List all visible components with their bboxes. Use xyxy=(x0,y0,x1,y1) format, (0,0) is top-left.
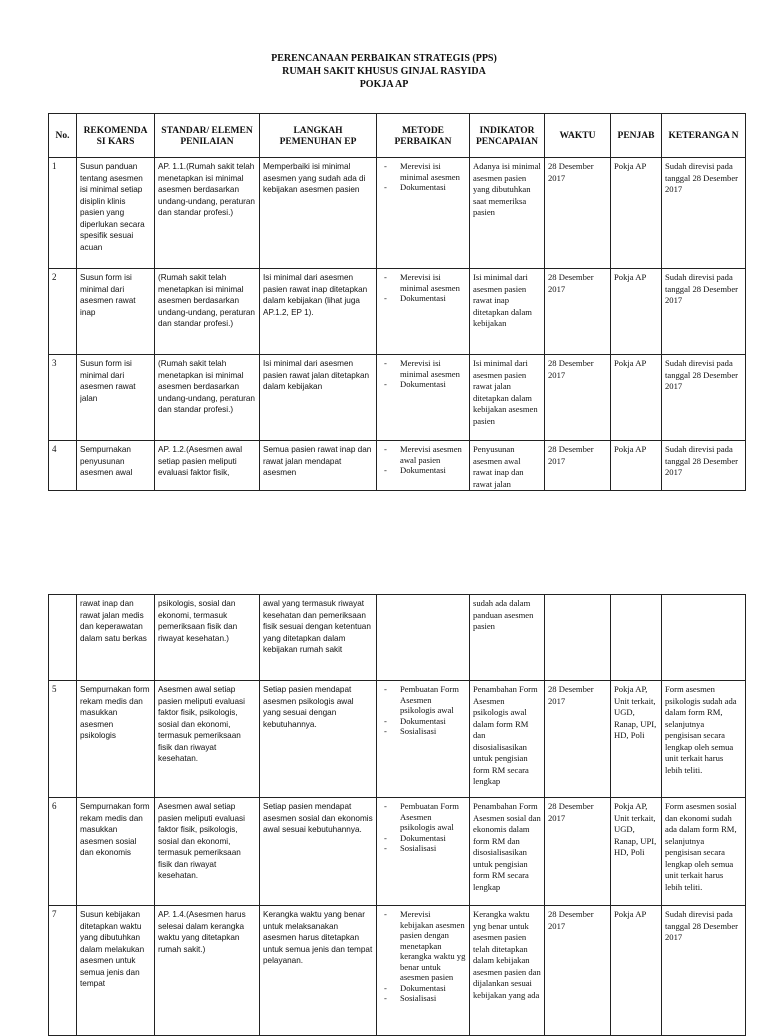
penjab-cell xyxy=(611,906,662,1036)
langkah-cell xyxy=(260,355,377,441)
page-title xyxy=(0,52,768,91)
penjab-text: Pokja AP, Unit terkait, UGD, Ranap, UPI, HD, Poli xyxy=(614,801,657,857)
metode-item: - Dokumentasi xyxy=(380,465,466,476)
rekomendasi-text: Susun form isi minimal dari asesmen rawat inap xyxy=(80,273,136,317)
title-line-3: POKJA AP xyxy=(359,79,409,90)
metode-item: - Sosialisasi xyxy=(380,726,466,737)
langkah-text: Semua pasien rawat inap dan rawat jalan mendapat asesmen xyxy=(263,445,372,477)
waktu-cell xyxy=(545,906,611,1036)
indikator-text: Kerangka waktu yng benar untuk asesmen pasien telah ditetapkan dalam kebijakan asesmen pasien dan dijalankan sesuai kebijakan yang ada xyxy=(473,909,541,1000)
row-number: 2 xyxy=(52,272,57,282)
metode-item: - Pembuatan Form Asesmen psikologis awal xyxy=(380,801,466,833)
table-row xyxy=(49,906,746,1036)
keterangan-text: Form asesmen sosial dan ekonomi sudah ada dalam form RM, selanjutnya pengisisan secara lengkap oleh semua unit terkait harus lebih teliti. xyxy=(665,801,737,892)
penjab-text: Pokja AP xyxy=(614,358,647,368)
rekomendasi-cell xyxy=(77,681,155,798)
waktu-text: 28 Desember 2017 xyxy=(548,909,594,931)
row-number: 3 xyxy=(52,358,57,368)
waktu-text: 28 Desember 2017 xyxy=(548,358,594,380)
keterangan-cell xyxy=(662,158,746,269)
indikator-cell xyxy=(470,798,545,906)
metode-cell xyxy=(377,595,470,681)
keterangan-text: Sudah direvisi pada tanggal 28 Desember 2017 xyxy=(665,272,739,305)
metode-list xyxy=(380,909,466,1004)
metode-item: - Dokumentasi xyxy=(380,182,466,193)
metode-list xyxy=(380,684,466,737)
standar-cell xyxy=(155,269,260,355)
rekomendasi-cell xyxy=(77,595,155,681)
standar-cell xyxy=(155,906,260,1036)
metode-cell xyxy=(377,355,470,441)
table-row xyxy=(49,681,746,798)
table-row xyxy=(49,798,746,906)
header-rekomendasi: REKOMENDA SI KARS xyxy=(77,114,155,158)
penjab-text: Pokja AP xyxy=(614,444,647,454)
waktu-cell xyxy=(545,158,611,269)
langkah-cell xyxy=(260,269,377,355)
indikator-text: Penambahan Form Asesmen psikologis awal dalam form RM dan disosialisasikan untuk pengisian form RM secara lengkap xyxy=(473,684,538,786)
rekomendasi-cell xyxy=(77,158,155,269)
metode-list xyxy=(380,444,466,476)
table-row xyxy=(49,158,746,269)
header-standar: STANDAR/ ELEMEN PENILAIAN xyxy=(155,114,260,158)
table-row xyxy=(49,595,746,681)
penjab-cell xyxy=(611,269,662,355)
standar-text: psikologis, sosial dan ekonomi, termasuk pemeriksaan fisik dan riwayat kesehatan.) xyxy=(158,599,238,643)
table-row xyxy=(49,269,746,355)
penjab-cell xyxy=(611,798,662,906)
header-metode: METODE PERBAIKAN xyxy=(377,114,470,158)
penjab-cell xyxy=(611,158,662,269)
standar-cell xyxy=(155,441,260,491)
rekomendasi-text: rawat inap dan rawat jalan medis dan keperawatan dalam satu berkas xyxy=(80,599,147,643)
penjab-text: Pokja AP xyxy=(614,909,647,919)
pps-table-page-2 xyxy=(48,594,746,1036)
metode-list xyxy=(380,272,466,304)
langkah-text: Setiap pasien mendapat asesmen sosial dan ekonomis awal sesuai kebutuhannya. xyxy=(263,802,373,834)
langkah-cell xyxy=(260,906,377,1036)
indikator-text: Isi minimal dari asesmen pasien rawat jalan ditetapkan dalam kebijakan asesmen pasien xyxy=(473,358,538,426)
metode-item: - Dokumentasi xyxy=(380,716,466,727)
penjab-cell xyxy=(611,441,662,491)
waktu-cell xyxy=(545,681,611,798)
header-keterangan: KETERANGA N xyxy=(662,114,746,158)
header-indikator: INDIKATOR PENCAPAIAN xyxy=(470,114,545,158)
indikator-text: Penambahan Form Asesmen sosial dan ekonomis dalam form RM dan disosialisasikan untuk pengisian form RM secara lengkap xyxy=(473,801,541,892)
standar-cell xyxy=(155,681,260,798)
row-number xyxy=(49,269,77,355)
keterangan-cell xyxy=(662,269,746,355)
metode-item: - Dokumentasi xyxy=(380,293,466,304)
metode-item: - Dokumentasi xyxy=(380,983,466,994)
table-row xyxy=(49,355,746,441)
metode-cell xyxy=(377,158,470,269)
rekomendasi-cell xyxy=(77,355,155,441)
langkah-text: awal yang termasuk riwayat kesehatan dan pemeriksaan fisik sesuai dengan ketentuan yang ditetapkan dalam kebijakan rumah sakit xyxy=(263,599,371,654)
keterangan-cell xyxy=(662,595,746,681)
indikator-text: Isi minimal dari asesmen pasien rawat inap ditetapkan dalam kebijakan xyxy=(473,272,532,328)
penjab-cell xyxy=(611,355,662,441)
row-number: 5 xyxy=(52,684,57,694)
langkah-text: Isi minimal dari asesmen pasien rawat jalan ditetapkan dalam kebijakan xyxy=(263,359,370,391)
rekomendasi-text: Sempurnakan form rekam medis dan masukkan asesmen psikologis xyxy=(80,685,150,740)
row-number: 7 xyxy=(52,909,57,919)
langkah-cell xyxy=(260,441,377,491)
metode-list xyxy=(380,358,466,390)
rekomendasi-text: Susun form isi minimal dari asesmen rawat jalan xyxy=(80,359,136,403)
row-number xyxy=(49,158,77,269)
header-no: No. xyxy=(49,114,77,158)
indikator-text: Adanya isi minimal asesmen pasien yang dibutuhkan saat memeriksa pasien xyxy=(473,161,541,217)
standar-text: Asesmen awal setiap pasien meliputi evaluasi faktor fisik, psikologis, sosial dan ekonomi, termasuk pemeriksaan fisik dan riwayat kesehatan. xyxy=(158,685,245,763)
langkah-text: Setiap pasien mendapat asesmen psikologis awal yang sesuai dengan kebutuhannya. xyxy=(263,685,354,729)
header-penjab: PENJAB xyxy=(611,114,662,158)
penjab-cell xyxy=(611,681,662,798)
keterangan-text: Form asesmen psikologis sudah ada dalam form RM, selanjutnya pengisisan secara lengkap oleh semua unit terkait harus lebih teliti. xyxy=(665,684,737,775)
keterangan-cell xyxy=(662,906,746,1036)
indikator-cell xyxy=(470,158,545,269)
keterangan-cell xyxy=(662,441,746,491)
standar-cell xyxy=(155,355,260,441)
waktu-text: 28 Desember 2017 xyxy=(548,444,594,466)
langkah-text: Memperbaiki isi minimal asesmen yang sudah ada di kebijakan asesmen pasien xyxy=(263,162,366,194)
indikator-cell xyxy=(470,595,545,681)
metode-cell xyxy=(377,681,470,798)
langkah-cell xyxy=(260,798,377,906)
rekomendasi-cell xyxy=(77,441,155,491)
metode-list xyxy=(380,801,466,854)
metode-item: - Merevisi kebijakan asesmen pasien dengan menetapkan kerangka waktu yg benar untuk asesmen pasien xyxy=(380,909,466,983)
title-line-2: RUMAH SAKIT KHUSUS GINJAL RASYIDA xyxy=(282,66,486,77)
langkah-cell xyxy=(260,158,377,269)
row-number xyxy=(49,441,77,491)
metode-item: - Merevisi isi minimal asesmen xyxy=(380,358,466,379)
rekomendasi-cell xyxy=(77,798,155,906)
table-header-row xyxy=(49,114,746,158)
metode-cell xyxy=(377,798,470,906)
waktu-text: 28 Desember 2017 xyxy=(548,161,594,183)
standar-cell xyxy=(155,158,260,269)
metode-item: - Merevisi isi minimal asesmen xyxy=(380,272,466,293)
rekomendasi-text: Susun kebijakan ditetapkan waktu yang dibutuhkan dalam melakukan asesmen untuk semua jenis dan tempat xyxy=(80,910,145,988)
keterangan-cell xyxy=(662,355,746,441)
row-number xyxy=(49,906,77,1036)
waktu-text: 28 Desember 2017 xyxy=(548,684,594,706)
rekomendasi-text: Sempurnakan form rekam medis dan masukkan asesmen sosial dan ekonomis xyxy=(80,802,150,857)
langkah-text: Isi minimal dari asesmen pasien rawat inap ditetapkan dalam kebijakan (lihat juga AP.1.2, EP 1). xyxy=(263,273,368,317)
waktu-cell xyxy=(545,595,611,681)
row-number: 1 xyxy=(52,161,57,171)
metode-cell xyxy=(377,441,470,491)
keterangan-text: Sudah direvisi pada tanggal 28 Desember 2017 xyxy=(665,161,739,194)
metode-list xyxy=(380,161,466,193)
langkah-cell xyxy=(260,595,377,681)
title-line-1: PERENCANAAN PERBAIKAN STRATEGIS (PPS) xyxy=(271,53,497,64)
row-number xyxy=(49,798,77,906)
rekomendasi-text: Susun panduan tentang asesmen isi minimal setiap disiplin klinis pasien yang diperlukan secara spesifik sesuai acuan xyxy=(80,162,145,252)
header-waktu: WAKTU xyxy=(545,114,611,158)
row-number: 4 xyxy=(52,444,57,454)
penjab-text: Pokja AP xyxy=(614,272,647,282)
rekomendasi-cell xyxy=(77,906,155,1036)
penjab-cell xyxy=(611,595,662,681)
langkah-text: Kerangka waktu yang benar untuk melaksanakan asesmen harus ditetapkan untuk semua jenis dan tempat pelayanan. xyxy=(263,910,373,965)
keterangan-cell xyxy=(662,798,746,906)
indikator-cell xyxy=(470,441,545,491)
table-row xyxy=(49,441,746,491)
metode-item: - Merevisi asesmen awal pasien xyxy=(380,444,466,465)
rekomendasi-text: Sempurnakan penyusunan asesmen awal xyxy=(80,445,133,477)
metode-item: - Dokumentasi xyxy=(380,379,466,390)
pps-table-page-1 xyxy=(48,113,746,491)
indikator-cell xyxy=(470,355,545,441)
metode-item: - Pembuatan Form Asesmen psikologis awal xyxy=(380,684,466,716)
waktu-text: 28 Desember 2017 xyxy=(548,272,594,294)
penjab-text: Pokja AP xyxy=(614,161,647,171)
metode-item: - Sosialisasi xyxy=(380,843,466,854)
indikator-text: Penyusunan asesmen awal rawat inap dan rawat jalan xyxy=(473,444,524,489)
standar-text: (Rumah sakit telah menetapkan isi minimal asesmen berdasarkan undang-undang, peraturan dan standar profesi.) xyxy=(158,273,255,328)
metode-item: - Dokumentasi xyxy=(380,833,466,844)
indikator-text: sudah ada dalam panduan asesmen pasien xyxy=(473,598,534,631)
waktu-cell xyxy=(545,441,611,491)
waktu-text: 28 Desember 2017 xyxy=(548,801,594,823)
metode-item: - Merevisi isi minimal asesmen xyxy=(380,161,466,182)
metode-item: - Sosialisasi xyxy=(380,993,466,1004)
row-number xyxy=(49,595,77,681)
keterangan-text: Sudah direvisi pada tanggal 28 Desember 2017 xyxy=(665,358,739,391)
rekomendasi-cell xyxy=(77,269,155,355)
waktu-cell xyxy=(545,355,611,441)
langkah-cell xyxy=(260,681,377,798)
standar-text: (Rumah sakit telah menetapkan isi minimal asesmen berdasarkan undang-undang, peraturan dan standar profesi.) xyxy=(158,359,255,414)
row-number xyxy=(49,355,77,441)
keterangan-text: Sudah direvisi pada tanggal 28 Desember 2017 xyxy=(665,909,739,942)
indikator-cell xyxy=(470,906,545,1036)
standar-text: AP. 1.4.(Asesmen harus selesai dalam kerangka waktu yang ditetapkan rumah sakit.) xyxy=(158,910,246,954)
penjab-text: Pokja AP, Unit terkait, UGD, Ranap, UPI, HD, Poli xyxy=(614,684,657,740)
standar-text: AP. 1.1.(Rumah sakit telah menetapkan isi minimal asesmen berdasarkan undang-undang, peraturan dan standar profesi.) xyxy=(158,162,255,217)
row-number: 6 xyxy=(52,801,57,811)
standar-cell xyxy=(155,798,260,906)
header-langkah: LANGKAH PEMENUHAN EP xyxy=(260,114,377,158)
indikator-cell xyxy=(470,269,545,355)
standar-text: Asesmen awal setiap pasien meliputi evaluasi faktor fisik, psikologis, sosial dan ekonomi, termasuk pemeriksaan fisik dan riwayat kesehatan. xyxy=(158,802,245,880)
waktu-cell xyxy=(545,269,611,355)
metode-cell xyxy=(377,269,470,355)
row-number xyxy=(49,681,77,798)
keterangan-cell xyxy=(662,681,746,798)
standar-text: AP. 1.2.(Asesmen awal setiap pasien meliputi evaluasi faktor fisik, xyxy=(158,445,243,477)
standar-cell xyxy=(155,595,260,681)
waktu-cell xyxy=(545,798,611,906)
indikator-cell xyxy=(470,681,545,798)
metode-cell xyxy=(377,906,470,1036)
keterangan-text: Sudah direvisi pada tanggal 28 Desember 2017 xyxy=(665,444,739,477)
